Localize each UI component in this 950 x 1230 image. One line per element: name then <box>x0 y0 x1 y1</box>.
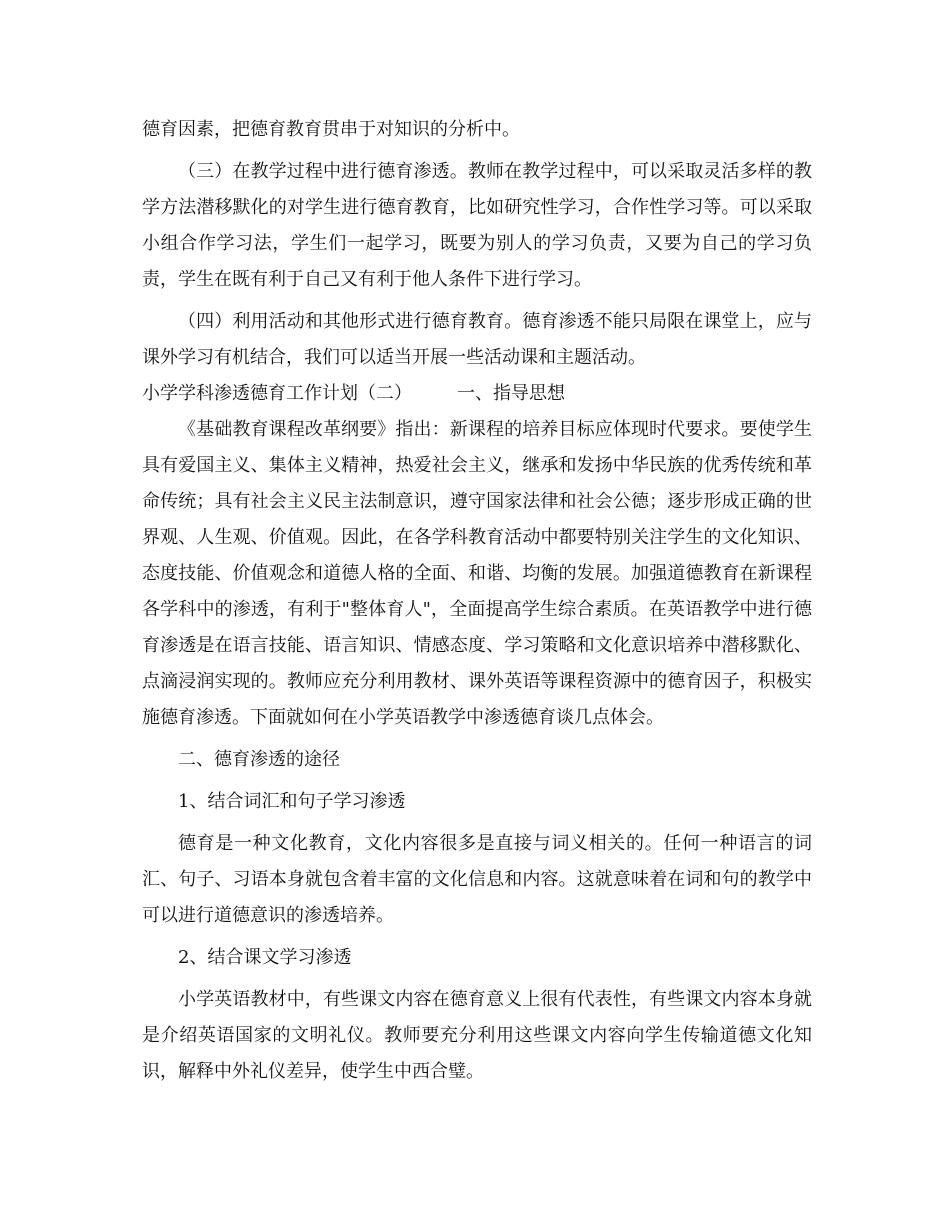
document-body <box>142 112 812 1090</box>
paragraph-continuation: 德育因素，把德育教育贯串于对知识的分析中。 <box>142 119 520 140</box>
sub-paragraph-2: 小学英语教材中，有些课文内容在德育意义上很有代表性，有些课文内容本身就是介绍英语国家的文明礼仪。教师要充分利用这些课文内容向学生传输道德文化知识，解释中外礼仪差异，使学生中西合璧。 <box>142 989 812 1082</box>
sub-paragraph-1: 德育是一种文化教育，文化内容很多是直接与词义相关的。任何一种语言的词汇、句子、习语本身就包含着丰富的文化信息和内容。这就意味着在词和句的教学中可以进行道德意识的渗透培养。 <box>142 833 812 926</box>
sub-heading-2: 2、结合课文学习渗透 <box>178 947 352 968</box>
guiding-paragraph: 《基础教育课程改革纲要》指出：新课程的培养目标应体现时代要求。要使学生具有爱国主义、集体主义精神，热爱社会主义，继承和发扬中华民族的优秀传统和革命传统；具有社会主义民主法制意识，遵守国家法律和社会公德；逐步形成正确的世界观、人生观、价值观。因此，在各学科教育活动中都要特别关注学生的文化知识、态度技能、价值观念和道德人格的全面、和谐、均衡的发展。加强道德教育在新课程各学科中的渗透，有利于"整体育人"，全面提高学生综合素质。在英语教学中进行德育渗透是在语言技能、语言知识、情感态度、学习策略和文化意识培养中潜移默化、点滴浸润实现的。教师应充分利用教材、课外英语等课程资源中的德育因子，积极实施德育渗透。下面就如何在小学英语教学中渗透德育谈几点体会。 <box>142 419 812 728</box>
sub-heading-1: 1、结合词汇和句子学习渗透 <box>178 791 406 812</box>
paragraph-four: （四）利用活动和其他形式进行德育教育。德育渗透不能只局限在课堂上，应与课外学习有机结合，我们可以适当开展一些活动课和主题活动。 <box>142 311 812 368</box>
paragraph-three: （三）在教学过程中进行德育渗透。教师在教学过程中，可以采取灵活多样的教学方法潜移默化的对学生进行德育教育，比如研究性学习，合作性学习等。可以采取小组合作学习法，学生们一起学习，既要为别人的学习负责，又要为自己的学习负责，学生在既有利于自己又有利于他人条件下进行学习。 <box>142 161 812 290</box>
section-one-heading: 一、指导思想 <box>457 383 565 404</box>
plan-title-line <box>142 376 812 412</box>
plan-title: 小学学科渗透德育工作计划（二） <box>142 383 412 404</box>
section-two-heading: 二、德育渗透的途径 <box>178 749 340 770</box>
